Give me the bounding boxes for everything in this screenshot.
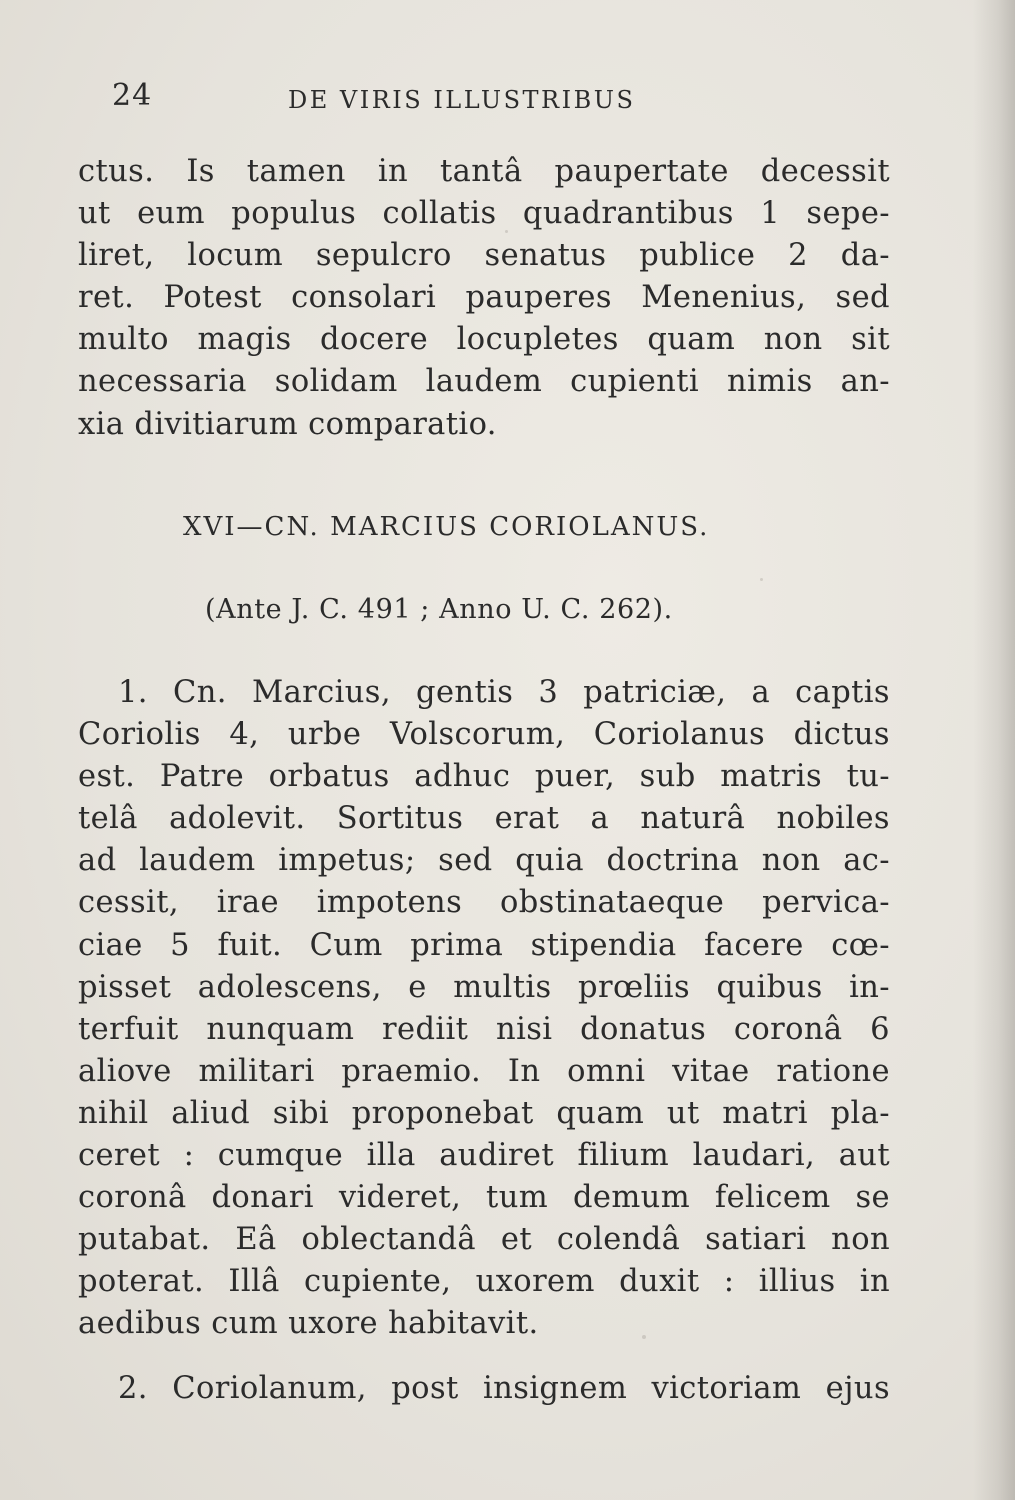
text-line: putabat. Eâ oblectandâ et colendâ satiari non [78,1222,890,1258]
text-line: ceret : cumque illa audiret filium laudari, aut [78,1138,890,1174]
text-line: 1. Cn. Marcius, gentis 3 patriciæ, a captis [118,675,890,710]
text-line: terfuit nunquam rediit nisi donatus coronâ 6 [78,1011,890,1047]
section-2-paragraph [78,1368,890,1410]
chapter-date-note: (Ante J. C. 491 ; Anno U. C. 262). [205,594,673,625]
text-line: ret. Potest consolari pauperes Menenius, sed [78,280,890,316]
section-1-paragraph [78,672,890,1346]
continued-paragraph [78,151,890,446]
text-line: ctus. Is tamen in tantâ paupertate decessit [78,154,890,189]
text-line: coronâ donari videret, tum demum felicem se [78,1180,890,1216]
chapter-title: XVI—CN. MARCIUS CORIOLANUS. [183,512,710,542]
text-line: poterat. Illâ cupiente, uxorem duxit : illius in [78,1264,890,1300]
text-line: telâ adolevit. Sortitus erat a naturâ nobiles [78,801,890,837]
text-line: pisset adolescens, e multis prœliis quibus in- [78,969,890,1005]
text-line: necessaria solidam laudem cupienti nimis an- [78,364,890,400]
text-line: liret, locum sepulcro senatus publice 2 da- [78,238,890,274]
page-number: 24 [112,78,153,113]
text-line: 2. Coriolanum, post insignem victoriam ejus [118,1371,890,1406]
text-line: nihil aliud sibi proponebat quam ut matri pla- [78,1095,890,1131]
text-line: est. Patre orbatus adhuc puer, sub matris tu- [78,759,890,795]
paper-speck [642,1335,646,1339]
running-head [112,78,712,118]
text-line: cessit, irae impotens obstinataeque pervica- [78,885,890,921]
text-line: aliove militari praemio. In omni vitae ratione [78,1053,890,1089]
paper-speck [760,578,763,581]
text-line: ut eum populus collatis quadrantibus 1 sepe- [78,196,890,232]
text-line: ad laudem impetus; sed quia doctrina non ac- [78,843,890,879]
text-line: multo magis docere locupletes quam non sit [78,322,890,358]
text-line: Coriolis 4, urbe Volscorum, Coriolanus dictus [78,717,890,753]
paper-speck [505,230,508,233]
page-edge-shadow [973,0,1015,1500]
header-title: DE VIRIS ILLUSTRIBUS [288,86,636,114]
text-line: ciae 5 fuit. Cum prima stipendia facere cœ- [78,927,890,963]
text-line: xia divitiarum comparatio. [78,406,497,442]
text-line: aedibus cum uxore habitavit. [78,1306,539,1342]
